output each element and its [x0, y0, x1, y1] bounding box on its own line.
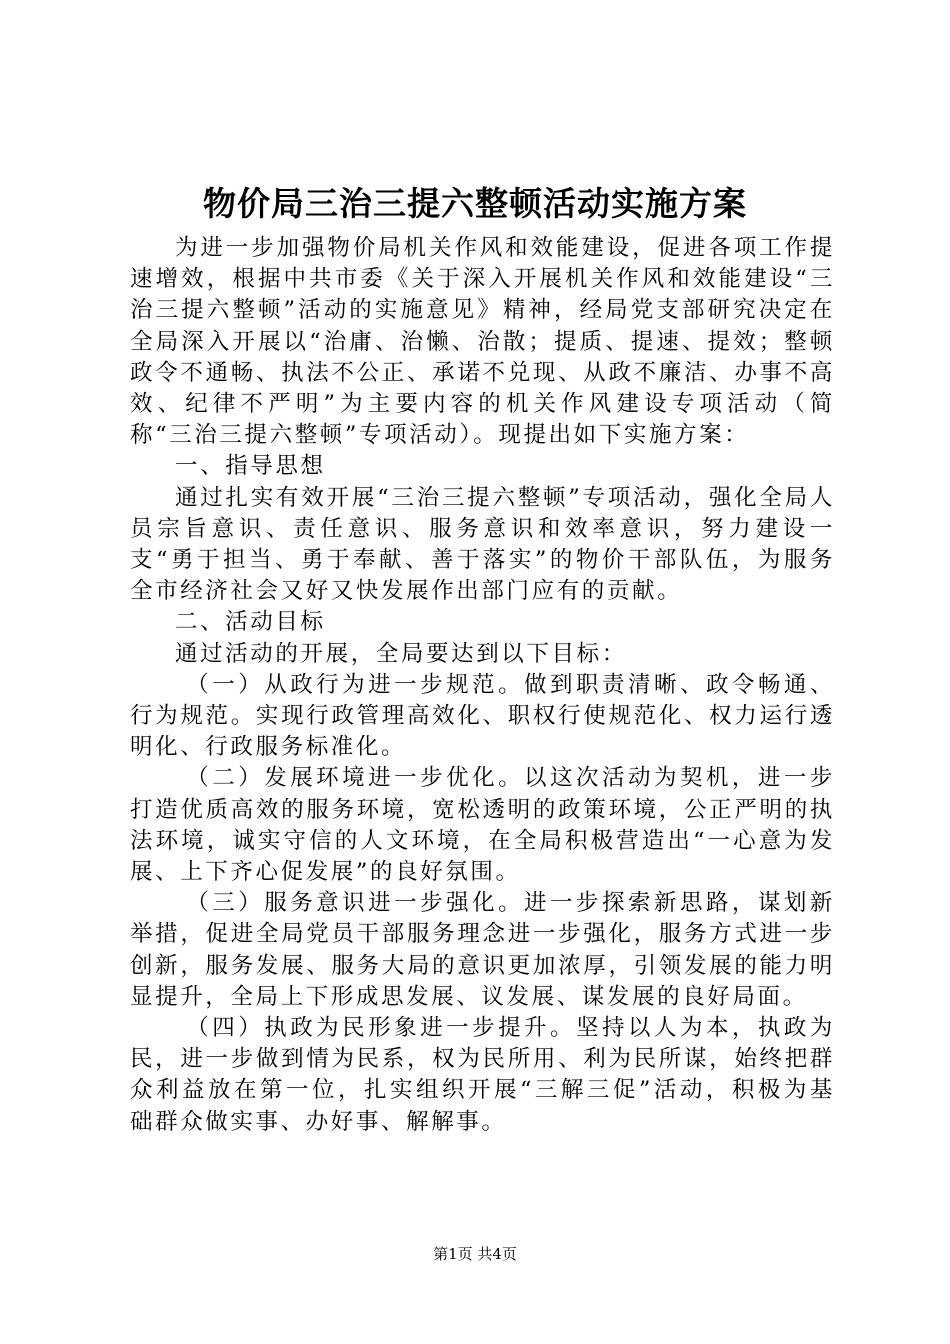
goal-item-1: （一）从政行为进一步规范。做到职责清晰、政令畅通、行为规范。实现行政管理高效化、职权行使规范化、权力运行透明化、行政服务标准化。 — [130, 671, 835, 761]
goal-item-3: （三）服务意识进一步强化。进一步探索新思路，谋划新举措，促进全局党员干部服务理念进一步强化，服务方式进一步创新，服务发展、服务大局的意识更加浓厚，引领发展的能力明显提升，全局上下形成思发展、议发展、谋发展的良好局面。 — [130, 890, 835, 1010]
goals-intro-paragraph: 通过活动的开展，全局要达到以下目标： — [175, 640, 627, 667]
document-body — [130, 233, 835, 1138]
section-heading-guiding-ideology: 一、指导思想 — [175, 453, 326, 480]
document-title: 物价局三治三提六整顿活动实施方案 — [203, 184, 747, 223]
goal-item-4: （四）执政为民形象进一步提升。坚持以人为本，执政为民，进一步做到情为民系，权为民所用、利为民所谋，始终把群众利益放在第一位，扎实组织开展“三解三促”活动，积极为基础群众做实事、办好事、解解事。 — [130, 1015, 835, 1135]
goal-item-2: （二）发展环境进一步优化。以这次活动为契机，进一步打造优质高效的服务环境，宽松透明的政策环境，公正严明的执法环境，诚实守信的人文环境，在全局积极营造出“一心意为发展、上下齐心促发展”的良好氛围。 — [130, 765, 835, 886]
section-heading-activity-goals: 二、活动目标 — [175, 609, 326, 636]
guiding-ideology-paragraph: 通过扎实有效开展“三治三提六整顿”专项活动，强化全局人员宗旨意识、责任意识、服务意识和效率意识，努力建设一支“勇于担当、勇于奉献、善于落实”的物价干部队伍，为服务全市经济社会又好又快发展作出部门应有的贡献。 — [130, 484, 835, 605]
page-number-footer: 第1页 共4页 — [433, 1245, 517, 1263]
intro-paragraph: 为进一步加强物价局机关作风和效能建设，促进各项工作提速增效，根据中共市委《关于深入开展机关作风和效能建设“三治三提六整顿”活动的实施意见》精神，经局党支部研究决定在全局深入开展以“治庸、治懒、治散；提质、提速、提效；整顿政令不通畅、执法不公正、承诺不兑现、从政不廉洁、办事不高效、纪律不严明”为主要内容的机关作风建设专项活动（简称“三治三提六整顿”专项活动）。现提出如下实施方案： — [130, 235, 835, 449]
